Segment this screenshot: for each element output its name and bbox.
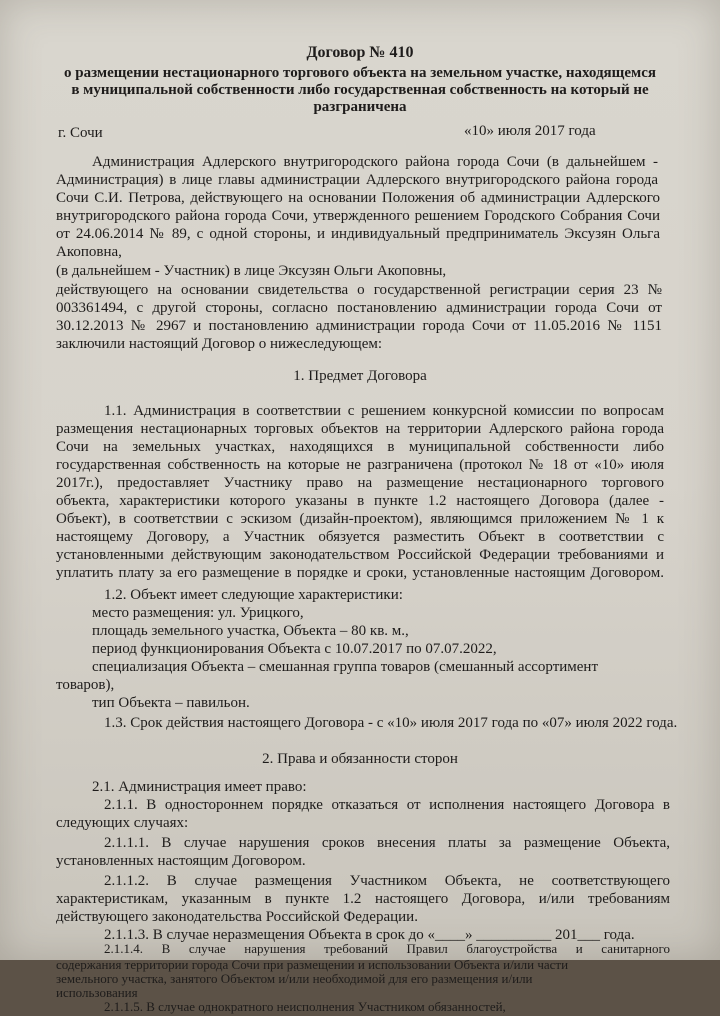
preamble-line: Администрация) в лице главы администрации Адлерского внутригородского района города — [56, 172, 658, 188]
clause-1-1-line: настоящему Договору, а Участник обязуется разместить Объект в соответствии с — [56, 529, 664, 545]
clause-1-2-line: тип Объекта – павильон. — [92, 695, 250, 711]
preamble-line: внутригородского района города Сочи, утвержденного решением Городского Собрания Сочи — [56, 208, 660, 224]
clause-1-2-line: специализация Объекта – смешанная группа товаров (смешанный ассортимент — [92, 659, 599, 675]
contract-subtitle-line-3: разграничена — [313, 99, 407, 115]
clause-1-1-line: Сочи на земельных участках, находящихся в муниципальной собственности либо — [56, 439, 664, 455]
clause-1-1-line: размещения нестационарных торговых объектов на территории Адлерского района города — [56, 421, 664, 437]
section-1-heading: 1. Предмет Договора — [293, 368, 427, 384]
clause-1-2-line: товаров), — [56, 677, 115, 693]
preamble-line: Акоповна, — [56, 244, 122, 260]
section-2-heading: 2. Права и обязанности сторон — [262, 751, 458, 767]
clause-1-1-line: 2017г.), предоставляет Участнику право на размещение нестационарного торгового — [56, 475, 664, 491]
clause-1-1-line: Объект), в соответствии с эскизом (дизайн-проектом), являющимся приложением № 1 к — [56, 511, 664, 527]
preamble-line: Сочи С.И. Петрова, действующего на основании Положения об администрации Адлерского — [56, 190, 660, 206]
contract-subtitle-line-2: в муниципальной собственности либо государственная собственность на который не — [71, 82, 649, 98]
preamble-line: 003361494, с другой стороны, согласно постановлению администрации города Сочи от — [56, 300, 662, 316]
clause-2-line: установленных настоящим Договором. — [56, 853, 306, 869]
clause-2-line: 2.1.1.4. В случае нарушения требований Правил благоустройства и санитарного — [104, 941, 670, 956]
clause-1-1-line: установленными действующим законодательством Российской Федерации требованиями и — [56, 547, 664, 563]
clause-2-line: 2.1.1.3. В случае неразмещения Объекта в срок до «____» __________ 201___ года. — [104, 927, 635, 943]
clause-2-line: следующих случаях: — [56, 815, 189, 831]
clause-1-1-line: уплатить плату за его размещение в порядке и сроки, установленные настоящим Договором. — [56, 565, 664, 581]
preamble-line: действующего на основании свидетельства о государственной регистрации серия 23 № — [56, 282, 662, 298]
clause-2-line: содержания территории города Сочи при размещении и использовании Объекта и/или части — [56, 957, 569, 972]
clause-2-line: действующего законодательства Российской Федерации. — [56, 909, 418, 925]
preamble-line: (в дальнейшем - Участник) в лице Эксузян Ольги Акоповны, — [56, 263, 447, 279]
preamble-line: от 24.06.2014 № 89, с одной стороны, и индивидуальный предприниматель Эксузян Ольга — [56, 226, 660, 242]
clause-2-line: 2.1. Администрация имеет право: — [92, 779, 307, 795]
clause-1-2-line: место размещения: ул. Урицкого, — [92, 605, 304, 621]
clause-1-2-line: период функционирования Объекта с 10.07.2017 по 07.07.2022, — [92, 641, 497, 657]
preamble-line: Администрация Адлерского внутригородского района города Сочи (в дальнейшем - — [92, 154, 658, 170]
contract-date: «10» июля 2017 года — [464, 123, 596, 139]
clause-2-line: 2.1.1.2. В случае размещения Участником Объекта, не соответствующего — [104, 873, 670, 889]
clause-1-2-line: 1.2. Объект имеет следующие характеристики: — [104, 587, 403, 603]
clause-1-1-line: 1.1. Администрация в соответствии с решением конкурсной комиссии по вопросам — [104, 403, 664, 419]
clause-2-line: 2.1.1.1. В случае нарушения сроков внесения платы за размещение Объекта, — [104, 835, 670, 851]
clause-2-line: 2.1.1.5. В случае однократного неисполнения Участником обязанностей, — [104, 999, 506, 1014]
contract-title: Договор № 410 — [306, 44, 414, 61]
clause-1-1-line: государственная собственность на которые не разграничена (протокол № 18 от «10» июля — [56, 457, 664, 473]
clause-1-1-line: объекта, характеристики которого указаны в пункте 1.2 настоящего Договора (далее - — [56, 493, 664, 509]
preamble-line: 30.12.2013 № 2967 и постановлению администрации города Сочи от 11.05.2016 № 1151 — [56, 318, 662, 334]
clause-2-line: использования — [56, 985, 138, 1000]
clause-2-line: характеристикам, указанным в пункте 1.2 настоящего Договора, и/или требованиям — [56, 891, 670, 907]
preamble-line: заключили настоящий Договор о нижеследующем: — [56, 336, 383, 352]
clause-1-2-line: площадь земельного участка, Объекта – 80 кв. м., — [92, 623, 409, 639]
clause-2-line: земельного участка, занятого Объектом и/или необходимой для его размещения и/или — [56, 971, 533, 986]
clause-2-line: 2.1.1. В одностороннем порядке отказаться от исполнения настоящего Договора в — [104, 797, 670, 813]
contract-subtitle-line-1: о размещении нестационарного торгового объекта на земельном участке, находящемся — [63, 65, 656, 81]
clause-1-3: 1.3. Срок действия настоящего Договора - с «10» июля 2017 года по «07» июля 2022 года. — [104, 715, 678, 731]
contract-city: г. Сочи — [58, 125, 103, 141]
